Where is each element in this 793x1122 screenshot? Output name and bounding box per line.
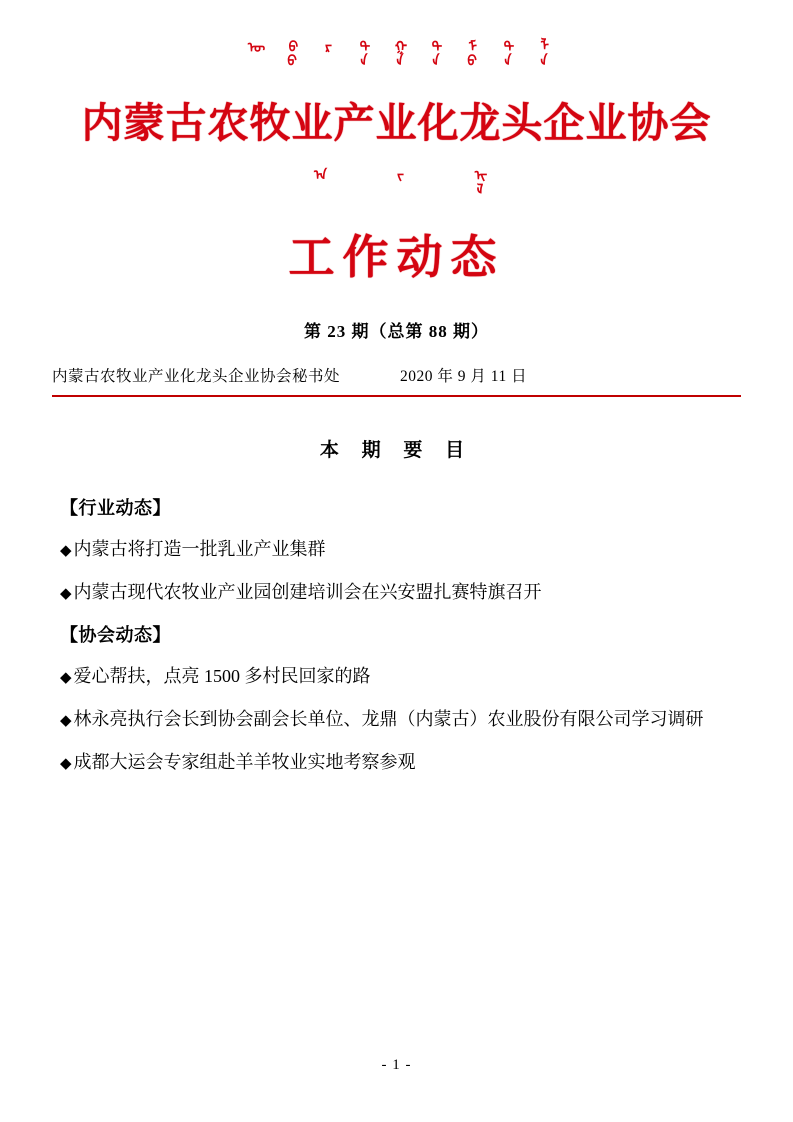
mongolian-glyph: ᠮᠤ: [461, 38, 477, 66]
mongolian-glyph: ᠠ: [309, 167, 325, 182]
mongolian-glyph: ᠯᠠ: [533, 38, 549, 66]
mongolian-glyph: ᠦ: [245, 38, 261, 52]
mongolian-glyph: ᠲᠠ: [497, 38, 513, 66]
issue-number: 第 23 期（总第 88 期）: [304, 322, 489, 342]
diamond-bullet-icon: ◆: [60, 586, 72, 603]
issue-date: 2020 年 9 月 11 日: [400, 368, 528, 386]
section-heading-industry: 【行业动态】: [60, 498, 171, 519]
section-heading-association: 【协会动态】: [60, 625, 171, 646]
issuing-department: 内蒙古农牧业产业化龙头企业协会秘书处: [52, 368, 341, 386]
mongolian-glyph: ᠷ: [317, 38, 333, 52]
list-item: [60, 656, 733, 699]
list-item-text: 成都大运会专家组赴羊羊牧业实地考察参观: [73, 752, 416, 773]
organization-title: 内蒙古农牧业产业化龙头企业协会: [81, 99, 712, 147]
header-divider: [52, 395, 741, 397]
list-item: [60, 529, 733, 572]
mongolian-script-middle: [0, 167, 793, 219]
masthead: [0, 0, 793, 287]
list-item-text: 内蒙古将打造一批乳业产业集群: [73, 539, 326, 560]
list-item-text: 内蒙古现代农牧业产业园创建培训会在兴安盟扎赛特旗召开: [73, 582, 542, 603]
mongolian-script-top: [0, 38, 793, 94]
document-kind-title: 工作动态: [288, 230, 505, 285]
list-item: [60, 742, 733, 785]
mongolian-glyph: ᠵ: [389, 167, 405, 182]
mongolian-glyph: ᠭᠡ: [389, 38, 405, 66]
list-item-text: 爱心帮扶，点亮 1500 多村民回家的路: [73, 666, 371, 687]
diamond-bullet-icon: ◆: [60, 756, 72, 773]
diamond-bullet-icon: ◆: [60, 713, 72, 730]
page-number: - 1 -: [381, 1057, 412, 1073]
mongolian-glyph: ᠪᠦ: [281, 38, 297, 66]
mongolian-glyph: ᠲᠡ: [353, 38, 369, 66]
contents-list: [60, 488, 733, 785]
document-meta: [52, 364, 741, 386]
list-item: [60, 699, 733, 742]
mongolian-glyph: ᠢᠯ: [469, 167, 485, 196]
diamond-bullet-icon: ◆: [60, 670, 72, 687]
list-item: [60, 572, 733, 615]
diamond-bullet-icon: ◆: [60, 543, 72, 560]
mongolian-glyph: ᠲᠡ: [425, 38, 441, 66]
list-item-text: 林永亮执行会长到协会副会长单位、龙鼎（内蒙古）农业股份有限公司学习调研: [73, 709, 704, 730]
contents-title: 本 期 要 目: [319, 440, 474, 462]
